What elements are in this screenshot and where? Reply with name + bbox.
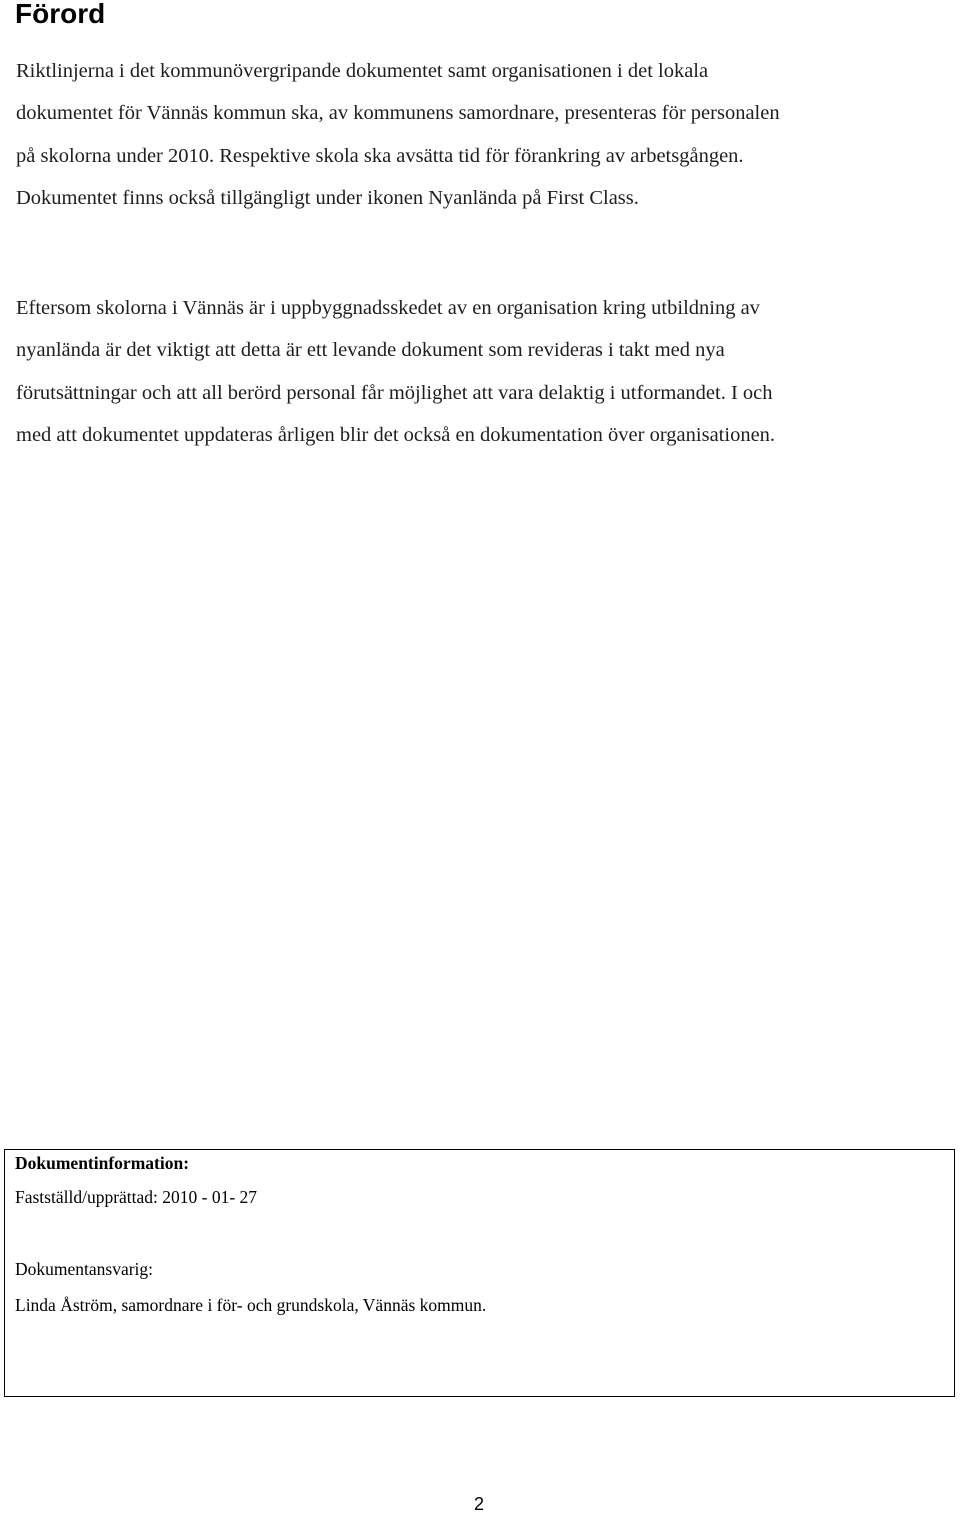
paragraph-line: Eftersom skolorna i Vännäs är i uppbyggnadsskedet av en organisation kring utbildning av bbox=[16, 297, 760, 319]
foreword-paragraph-1 bbox=[16, 50, 946, 219]
document-info-title: Dokumentinformation: bbox=[15, 1153, 190, 1173]
paragraph-line: på skolorna under 2010. Respektive skola ska avsätta tid för förankring av arbetsgången. bbox=[16, 144, 744, 167]
page-title: Förord bbox=[15, 0, 106, 29]
document-info-box bbox=[4, 1149, 955, 1397]
paragraph-line: Riktlinjerna i det kommunövergripande dokumentet samt organisationen i det lokala bbox=[16, 60, 709, 82]
paragraph-line: Dokumentet finns också tillgängligt under ikonen Nyanlända på First Class. bbox=[16, 186, 639, 209]
paragraph-line: nyanlända är det viktigt att detta är ett levande dokument som revideras i takt med nya bbox=[16, 339, 725, 362]
foreword-paragraph-2 bbox=[16, 287, 946, 456]
paragraph-line: förutsättningar och att all berörd personal får möjlighet att vara delaktig i utformandet. I och bbox=[16, 381, 773, 404]
page-number: 2 bbox=[474, 1494, 485, 1514]
document-responsible-name: Linda Åström, samordnare i för- och grundskola, Vännäs kommun. bbox=[15, 1295, 487, 1315]
paragraph-line: med att dokumentet uppdateras årligen blir det också en dokumentation över organisationen. bbox=[16, 423, 776, 446]
paragraph-line: dokumentet för Vännäs kommun ska, av kommunens samordnare, presenteras för personalen bbox=[16, 102, 780, 125]
document-established-date: Fastställd/upprättad: 2010 - 01- 27 bbox=[15, 1187, 258, 1207]
document-responsible-label: Dokumentansvarig: bbox=[15, 1259, 154, 1279]
